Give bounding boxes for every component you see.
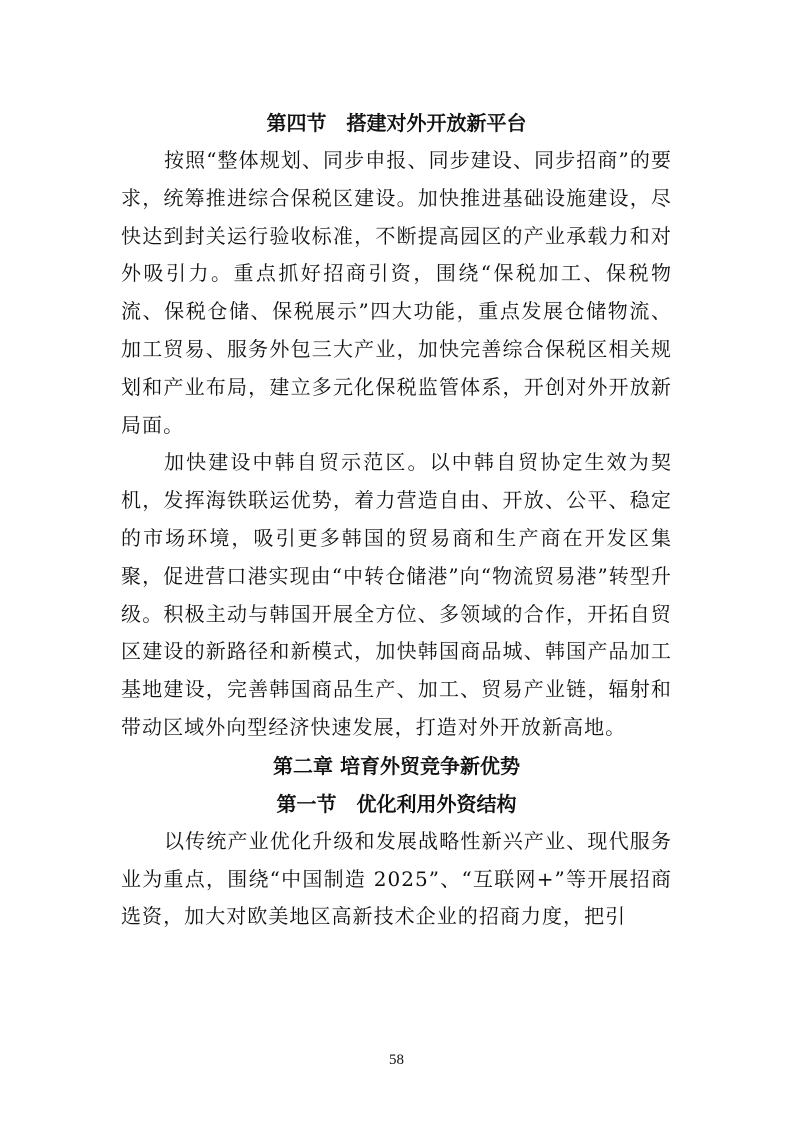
page-number: 58	[389, 1052, 404, 1068]
paragraph-bonded-zone: 按照“整体规划、同步申报、同步建设、同步招商”的要求，统筹推进综合保税区建设。加快推进基础设施建设，尽快达到封关运行验收标准，不断提高园区的产业承载力和对外吸引力。重点抓好招商引资，围绕“保税加工、保税物流、保税仓储、保税展示”四大功能，重点发展仓储物流、加工贸易、服务外包三大产业，加快完善综合保税区相关规划和产业布局，建立多元化保税监管体系，开创对外开放新局面。	[121, 148, 672, 437]
chapter-heading: 第二章 培育外贸竞争新优势	[273, 753, 520, 778]
section-heading-platform: 第四节 搭建对外开放新平台	[266, 111, 527, 135]
paragraph-free-trade-zone: 加快建设中韩自贸示范区。以中韩自贸协定生效为契机，发挥海铁联运优势，着力营造自由、开放、公平、稳定的市场环境，吸引更多韩国的贸易商和生产商在开发区集聚，促进营口港实现由“中转仓储港”向“物流贸易港”转型升级。积极主动与韩国开展全方位、多领域的合作，开拓自贸区建设的新路径和新模式，加快韩国商品城、韩国产品加工基地建设，完善韩国商品生产、加工、贸易产业链，辐射和带动区域外向型经济快速发展，打造对外开放新高地。	[121, 450, 672, 739]
document-body	[121, 104, 672, 936]
paragraph-foreign-investment: 以传统产业优化升级和发展战略性新兴产业、现代服务业为重点，围绕“中国制造 2025”、“互联网+”等开展招商选资，加大对欧美地区高新技术企业的招商力度，把引	[121, 828, 672, 929]
section-heading-foreign-investment: 第一节 优化利用外资结构	[276, 791, 517, 816]
